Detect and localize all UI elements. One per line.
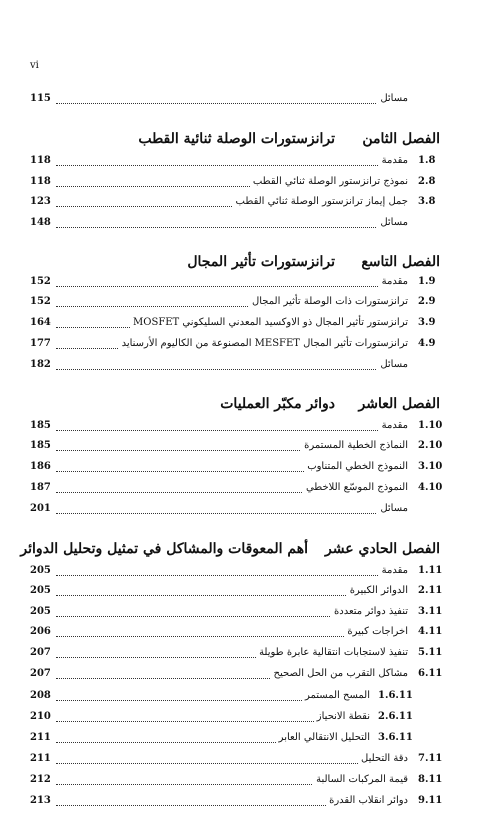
entry-page: 211 [30, 732, 51, 743]
entry-title: مشاكل التقرب من الحل الصحيح [271, 668, 408, 679]
toc-entry[interactable] [30, 176, 408, 192]
toc-entry[interactable] [30, 647, 408, 663]
entry-title: ترانزستورات ذات الوصلة تأثير المجال [249, 296, 408, 307]
entry-title: تنفيذ دوائر متعددة [331, 606, 408, 617]
entry-number: 3.10 [418, 461, 443, 472]
toc-entry[interactable] [30, 196, 408, 212]
toc-entry[interactable] [30, 296, 408, 312]
entry-number: 3.6.11 [378, 732, 413, 743]
toc-entry[interactable] [30, 461, 408, 477]
entry-number: 4.11 [418, 626, 443, 637]
entry-page: 211 [30, 753, 51, 764]
chapter-label: الفصل الحادي عشر [325, 541, 440, 557]
toc-entry[interactable] [30, 774, 408, 790]
toc-subentry[interactable] [30, 732, 370, 748]
entry-number: 6.11 [418, 668, 443, 679]
entry-number: 2.6.11 [378, 711, 413, 722]
toc-entry[interactable] [30, 482, 408, 498]
entry-number: 1.10 [418, 420, 443, 431]
toc-entry[interactable] [30, 338, 408, 354]
entry-title: مسائل [377, 217, 408, 228]
toc-entry[interactable] [30, 606, 408, 622]
entry-title: قيمة المركبات السالبة [313, 774, 408, 785]
toc-entry[interactable] [30, 668, 408, 684]
toc-entry[interactable] [30, 503, 408, 519]
toc-entry[interactable] [30, 585, 408, 601]
entry-page: 205 [30, 565, 51, 576]
chapter-heading [30, 396, 440, 420]
toc-entry[interactable] [30, 420, 408, 436]
entry-number: 2.9 [418, 296, 436, 307]
chapter-title: أهم المعوقات والمشاكل في تمثيل وتحليل الدوائر [20, 541, 308, 557]
entry-page: 212 [30, 774, 51, 785]
entry-page: 207 [30, 668, 51, 679]
entry-number: 3.8 [418, 196, 436, 207]
entry-title: مقدمة [379, 155, 408, 166]
entry-title: مقدمة [379, 276, 408, 287]
entry-page: 182 [30, 359, 51, 370]
entry-number: 2.10 [418, 440, 443, 451]
entry-title: مسائل [377, 503, 408, 514]
entry-number: 7.11 [418, 753, 443, 764]
entry-title: ترانزستور تأثير المجال ذو الاوكسيد المعدني السليكوني MOSFET [130, 317, 408, 328]
chapter-heading [30, 131, 440, 155]
leader-dots [56, 575, 408, 576]
entry-number: 1.9 [418, 276, 436, 287]
entry-number: 3.9 [418, 317, 436, 328]
leader-dots [56, 165, 408, 166]
chapter-title: ترانزستورات الوصلة ثنائية القطب [138, 131, 335, 147]
toc-entry[interactable] [30, 753, 408, 769]
entry-page: 123 [30, 196, 51, 207]
leader-dots [56, 763, 408, 764]
leader-dots [56, 430, 408, 431]
entry-page: 205 [30, 606, 51, 617]
entry-title: النموذج الموسّع اللاخطي [303, 482, 408, 493]
entry-number: 4.9 [418, 338, 436, 349]
entry-title: جمل إيماز ترانزستور الوصلة ثنائي القطب [233, 196, 408, 207]
chapter-title: ترانزستورات تأثير المجال [187, 254, 335, 270]
leader-dots [56, 286, 408, 287]
chapter-heading [20, 541, 440, 565]
entry-page: 185 [30, 440, 51, 451]
toc-entry[interactable] [30, 317, 408, 333]
leader-dots [56, 513, 408, 514]
chapter-label: الفصل التاسع [361, 254, 440, 270]
toc-entry[interactable] [30, 795, 408, 811]
entry-page: 206 [30, 626, 51, 637]
toc-subentry[interactable] [30, 711, 370, 727]
entry-number: 8.11 [418, 774, 443, 785]
entry-title: النماذج الخطية المستمرة [301, 440, 408, 451]
entry-page: 187 [30, 482, 51, 493]
entry-page: 164 [30, 317, 51, 328]
entry-page: 152 [30, 296, 51, 307]
leader-dots [56, 227, 408, 228]
entry-title: النموذج الخطي المتناوب [304, 461, 408, 472]
entry-title: مسائل [377, 359, 408, 370]
toc-entry[interactable] [30, 217, 408, 233]
entry-number: 1.6.11 [378, 690, 413, 701]
entry-title: مسائل [377, 93, 408, 104]
entry-page: 152 [30, 276, 51, 287]
entry-number: 1.8 [418, 155, 436, 166]
entry-page: 115 [30, 93, 51, 104]
toc-entry[interactable] [30, 155, 408, 171]
entry-number: 9.11 [418, 795, 443, 806]
entry-number: 2.8 [418, 176, 436, 187]
entry-page: 186 [30, 461, 51, 472]
chapter-title: دوائر مكبّر العمليات [220, 396, 335, 412]
entry-page: 210 [30, 711, 51, 722]
toc-entry[interactable] [30, 565, 408, 581]
chapter-label: الفصل الثامن [362, 131, 440, 147]
entry-page: 148 [30, 217, 51, 228]
entry-page: 205 [30, 585, 51, 596]
entry-page: 207 [30, 647, 51, 658]
entry-page: 213 [30, 795, 51, 806]
toc-entry[interactable] [30, 276, 408, 292]
entry-page: 208 [30, 690, 51, 701]
entry-page: 118 [30, 176, 51, 187]
page-number: vi [30, 60, 39, 71]
entry-number: 2.11 [418, 585, 443, 596]
entry-title: نموذج ترانزستور الوصلة ثنائي القطب [250, 176, 408, 187]
entry-title: مقدمة [379, 420, 408, 431]
toc-entry[interactable] [30, 359, 408, 375]
entry-page: 118 [30, 155, 51, 166]
entry-title: اخراجات كبيرة [344, 626, 408, 637]
entry-title: تنفيذ لاستجابات انتقالية عابرة طويلة [256, 647, 408, 658]
entry-title: ترانزستورات تأثير المجال MESFET المصنوعة من الكاليوم الأرسنايد [119, 338, 408, 349]
entry-title: دوائر انقلاب القدرة [326, 795, 408, 806]
entry-number: 1.11 [418, 565, 443, 576]
entry-number: 4.10 [418, 482, 443, 493]
chapter-label: الفصل العاشر [358, 396, 440, 412]
toc-subentry[interactable] [30, 690, 370, 706]
entry-number: 5.11 [418, 647, 443, 658]
entry-page: 177 [30, 338, 51, 349]
toc-entry[interactable] [30, 93, 408, 109]
entry-title: دقة التحليل [358, 753, 408, 764]
entry-title: المسح المستمر [302, 690, 370, 701]
toc-entry[interactable] [30, 440, 408, 456]
entry-title: نقطة الانحياز [314, 711, 370, 722]
chapter-heading [30, 254, 440, 278]
leader-dots [56, 103, 408, 104]
entry-page: 185 [30, 420, 51, 431]
entry-title: مقدمة [379, 565, 408, 576]
entry-title: الدوائر الكبيرة [347, 585, 408, 596]
toc-entry[interactable] [30, 626, 408, 642]
entry-page: 201 [30, 503, 51, 514]
entry-number: 3.11 [418, 606, 443, 617]
entry-title: التحليل الانتقالي العابر [276, 732, 370, 743]
leader-dots [56, 369, 408, 370]
